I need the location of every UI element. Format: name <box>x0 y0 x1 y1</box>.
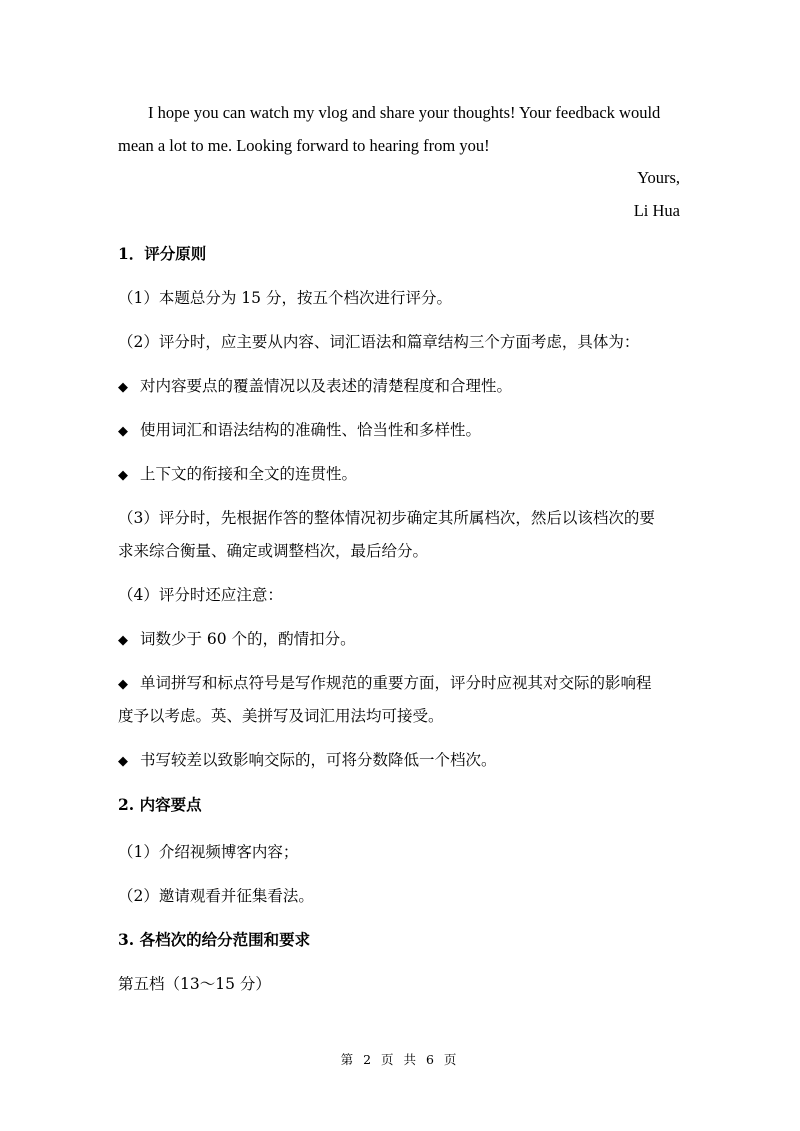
diamond-bullet-icon: ◆ <box>118 633 128 648</box>
bullet-text: 上下文的衔接和全文的连贯性。 <box>140 465 358 483</box>
bullet-item <box>118 750 497 772</box>
bullet-text: 使用词汇和语法结构的准确性、恰当性和多样性。 <box>140 421 482 439</box>
bullet-item <box>118 673 652 695</box>
letter-signature: Li Hua <box>633 201 680 220</box>
section-1-item-3-line-1: （3）评分时，先根据作答的整体情况初步确定其所属档次，然后以该档次的要 <box>118 509 655 527</box>
section-1-item-1: （1）本题总分为 15 分，按五个档次进行评分。 <box>118 289 452 307</box>
bullet-text: 对内容要点的覆盖情况以及表述的清楚程度和合理性。 <box>140 377 513 395</box>
bullet-item <box>118 376 512 398</box>
letter-paragraph-line-2: mean a lot to me. Looking forward to hearing from you! <box>118 136 490 155</box>
bullet-item <box>118 420 481 442</box>
diamond-bullet-icon: ◆ <box>118 677 128 692</box>
bullet-text: 词数少于 60 个的，酌情扣分。 <box>140 630 356 648</box>
bullet-item <box>118 464 357 486</box>
bullet-continuation: 度予以考虑。英、美拼写及词汇用法均可接受。 <box>118 707 444 725</box>
bullet-text: 书写较差以致影响交际的，可将分数降低一个档次。 <box>140 751 497 769</box>
section-1-item-4: （4）评分时还应注意： <box>118 586 283 604</box>
section-2-item-2: （2）邀请观看并征集看法。 <box>118 887 314 905</box>
section-2-heading: 2. 内容要点 <box>118 795 202 814</box>
section-1-item-3-line-2: 求来综合衡量、确定或调整档次，最后给分。 <box>118 542 429 560</box>
diamond-bullet-icon: ◆ <box>118 380 128 395</box>
letter-paragraph-line-1: I hope you can watch my vlog and share your thoughts! Your feedback would <box>148 103 661 122</box>
section-2-item-1: （1）介绍视频博客内容； <box>118 843 299 861</box>
letter-closing: Yours, <box>637 168 680 187</box>
diamond-bullet-icon: ◆ <box>118 754 128 769</box>
section-3-heading: 3. 各档次的给分范围和要求 <box>118 930 311 949</box>
grade-5-label: 第五档（13～15 分） <box>118 975 271 993</box>
bullet-item <box>118 629 356 651</box>
bullet-text: 单词拼写和标点符号是写作规范的重要方面，评分时应视其对交际的影响程 <box>140 674 652 692</box>
section-1-heading: 1．评分原则 <box>118 244 207 263</box>
diamond-bullet-icon: ◆ <box>118 468 128 483</box>
diamond-bullet-icon: ◆ <box>118 424 128 439</box>
page-footer: 第 2 页 共 6 页 <box>340 1052 460 1067</box>
section-1-item-2: （2）评分时，应主要从内容、词汇语法和篇章结构三个方面考虑，具体为： <box>118 333 640 351</box>
